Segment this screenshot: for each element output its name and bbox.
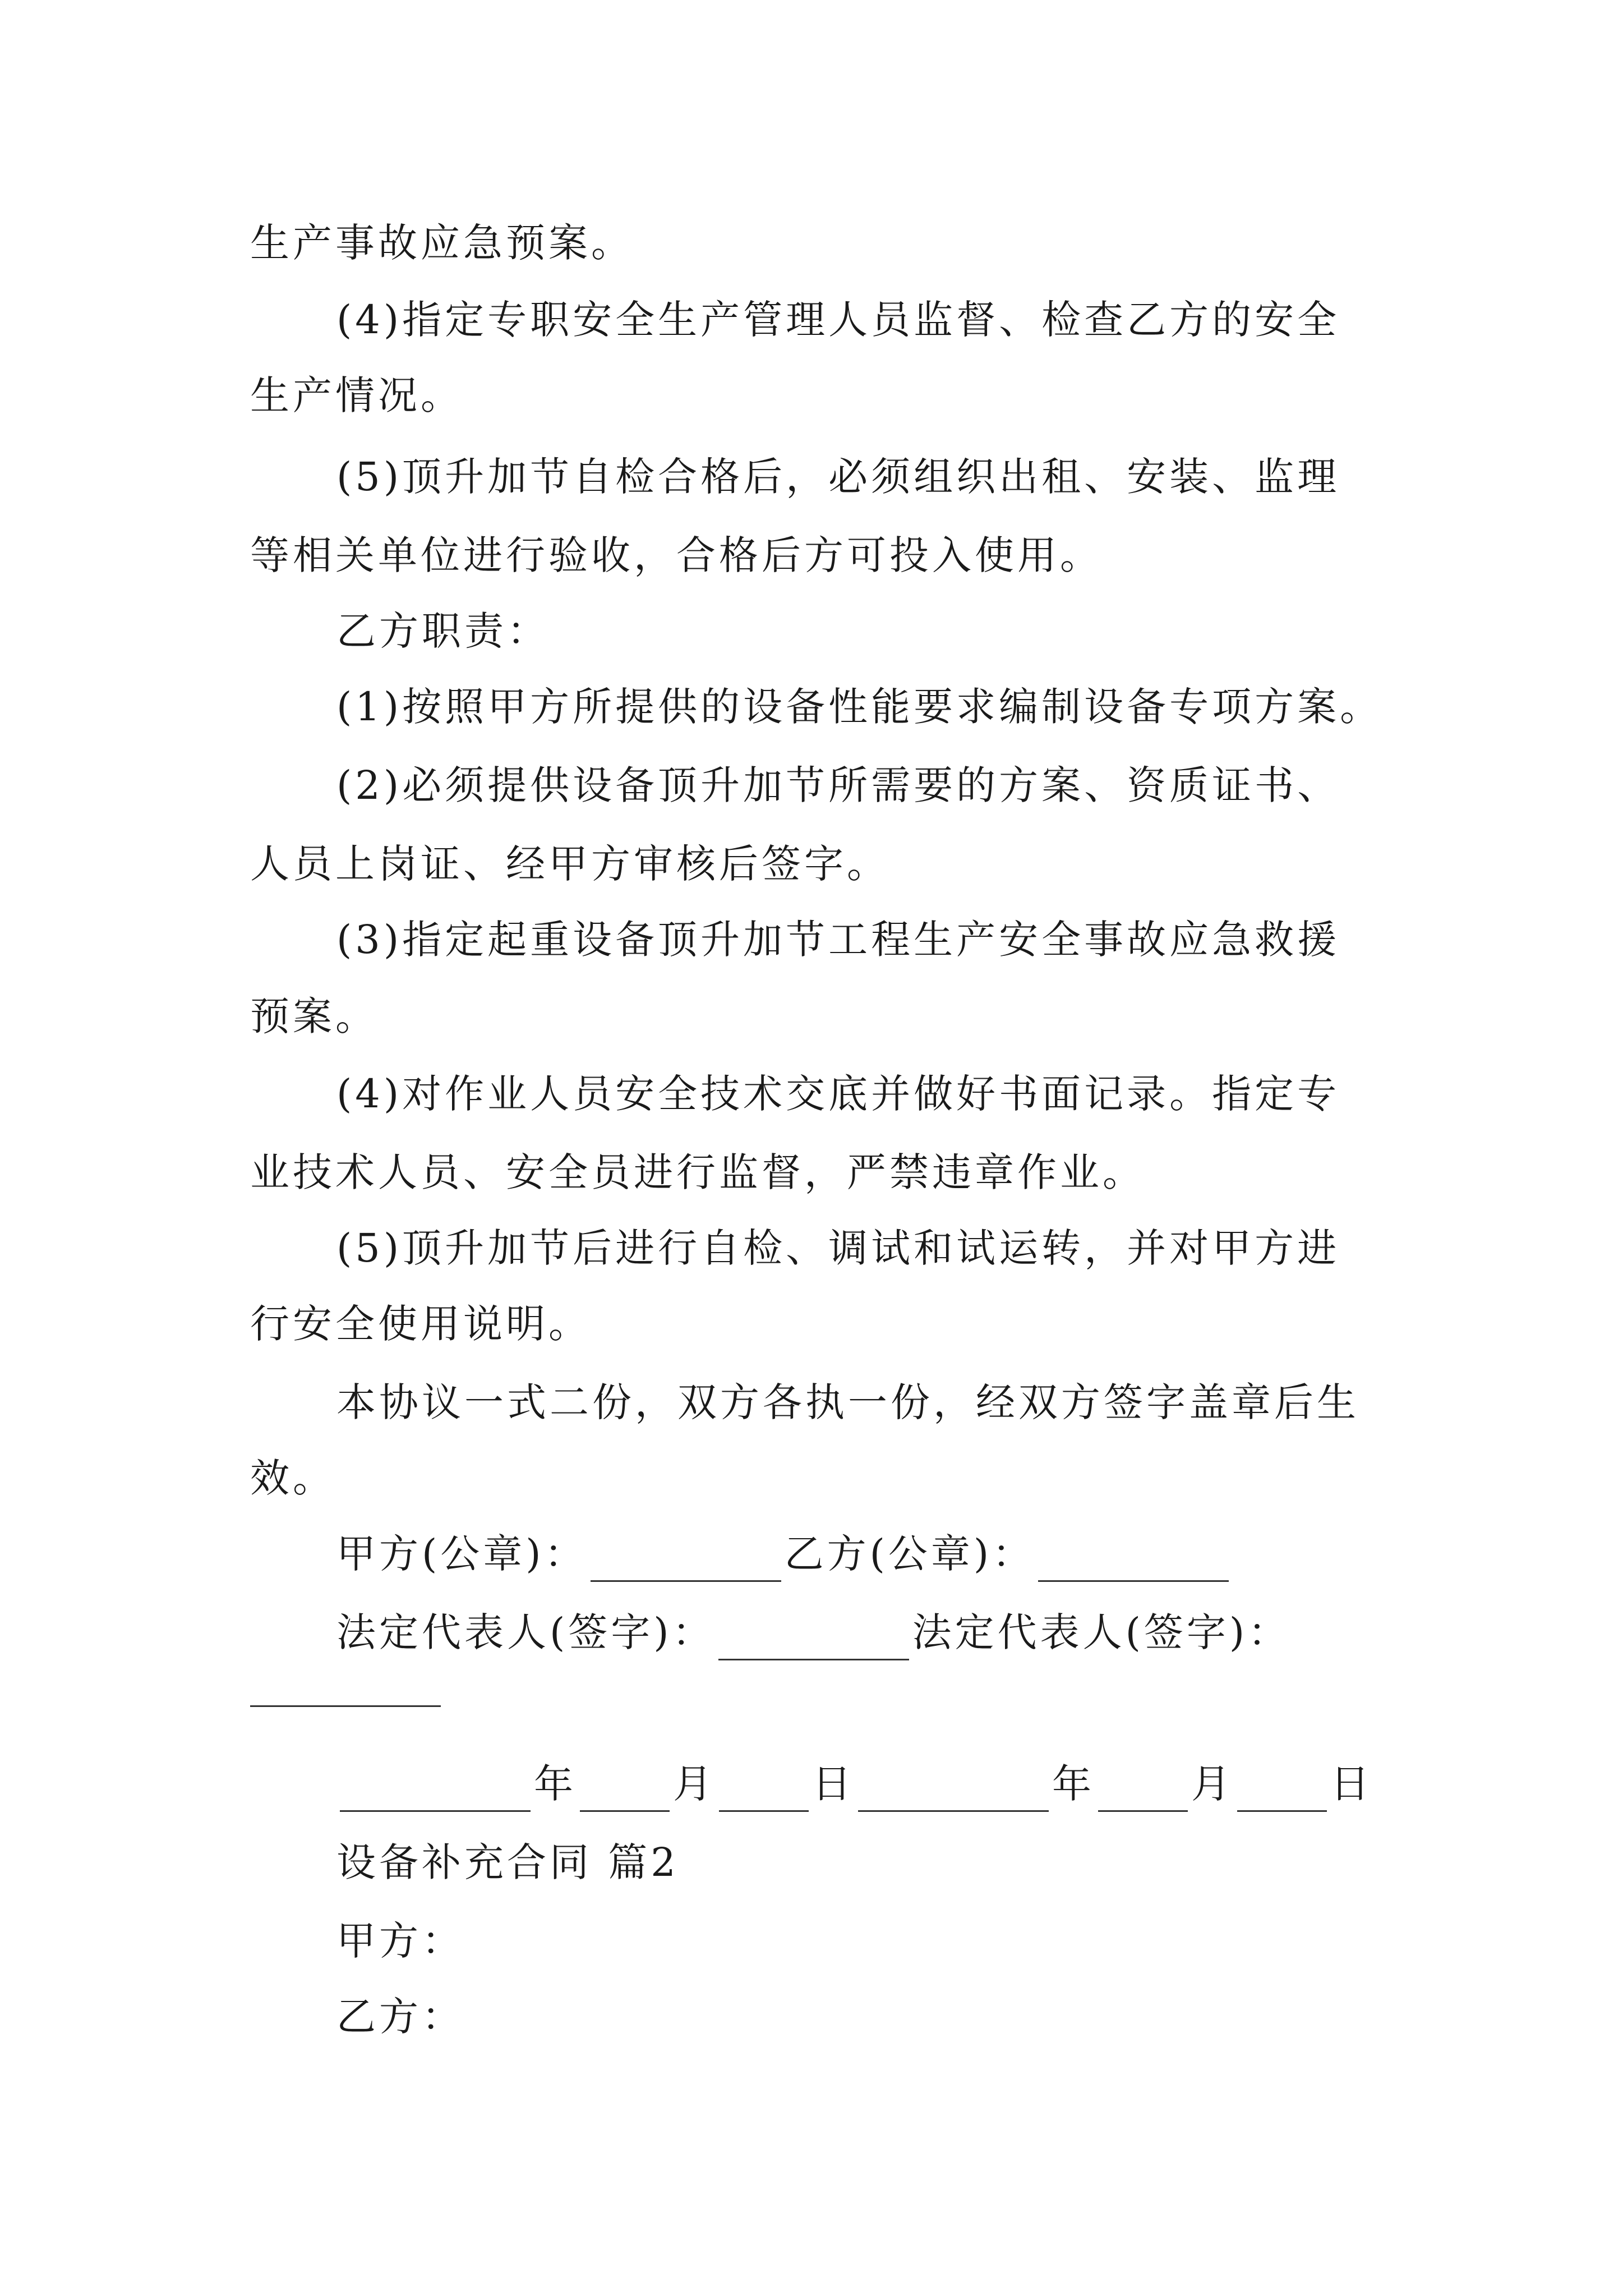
representative-row [336,1604,1290,1660]
party-a-seal-label: 甲方(公章)： [336,1531,587,1577]
party-a-label: 甲方： [336,1918,464,1964]
paragraph-line: (5)顶升加节自检合格后，必须组织出租、安装、监理 [336,454,1340,500]
party-b-label: 乙方： [336,1994,464,2040]
section-title: 设备补充合同 篇2 [336,1839,679,1885]
month-b-blank[interactable] [1098,1774,1188,1812]
paragraph-line: 效。 [250,1455,335,1501]
paragraph-line: 业技术人员、安全员进行监督，严禁违章作业。 [250,1149,1145,1195]
seal-row [336,1526,1232,1582]
day-label: 日 [812,1761,855,1807]
rep-b-label: 法定代表人(签字)： [912,1609,1291,1655]
year-label: 年 [1052,1761,1095,1807]
paragraph-line: (3)指定起重设备顶升加节工程生产安全事故应急救援 [336,917,1340,963]
year-label: 年 [534,1761,577,1807]
paragraph-line: (1)按照甲方所提供的设备性能要求编制设备专项方案。 [336,684,1383,730]
day-a-blank[interactable] [719,1774,809,1812]
date-row [336,1756,1373,1812]
day-b-blank[interactable] [1237,1774,1327,1812]
rep-b-blank[interactable] [250,1705,441,1707]
paragraph-line: 预案。 [250,993,378,1039]
rep-a-label: 法定代表人(签字)： [336,1609,715,1655]
paragraph-line: (2)必须提供设备顶升加节所需要的方案、资质证书、 [336,762,1340,808]
rep-a-blank[interactable] [718,1623,909,1660]
paragraph-line: (4)对作业人员安全技术交底并做好书面记录。指定专 [336,1071,1340,1117]
month-a-blank[interactable] [580,1774,670,1812]
year-a-blank[interactable] [340,1774,531,1812]
day-label: 日 [1330,1761,1373,1807]
paragraph-line: (4)指定专职安全生产管理人员监督、检查乙方的安全 [336,297,1340,343]
section-heading: 乙方职责： [336,608,550,654]
paragraph-line: 行安全使用说明。 [250,1301,591,1347]
paragraph-line: 人员上岗证、经甲方审核后签字。 [250,841,889,887]
paragraph-line: 等相关单位进行验收，合格后方可投入使用。 [250,532,1103,578]
paragraph-line: 生产情况。 [250,372,463,418]
month-label: 月 [673,1761,716,1807]
party-b-seal-blank[interactable] [1038,1544,1229,1582]
paragraph-line: 本协议一式二份，双方各执一份，经双方签字盖章后生 [336,1379,1359,1425]
paragraph-line: (5)顶升加节后进行自检、调试和试运转，并对甲方进 [336,1225,1340,1271]
party-a-seal-blank[interactable] [591,1544,781,1582]
paragraph-line: 生产事故应急预案。 [250,220,634,266]
year-b-blank[interactable] [858,1774,1049,1812]
party-b-seal-label: 乙方(公章)： [784,1531,1035,1577]
month-label: 月 [1191,1761,1234,1807]
